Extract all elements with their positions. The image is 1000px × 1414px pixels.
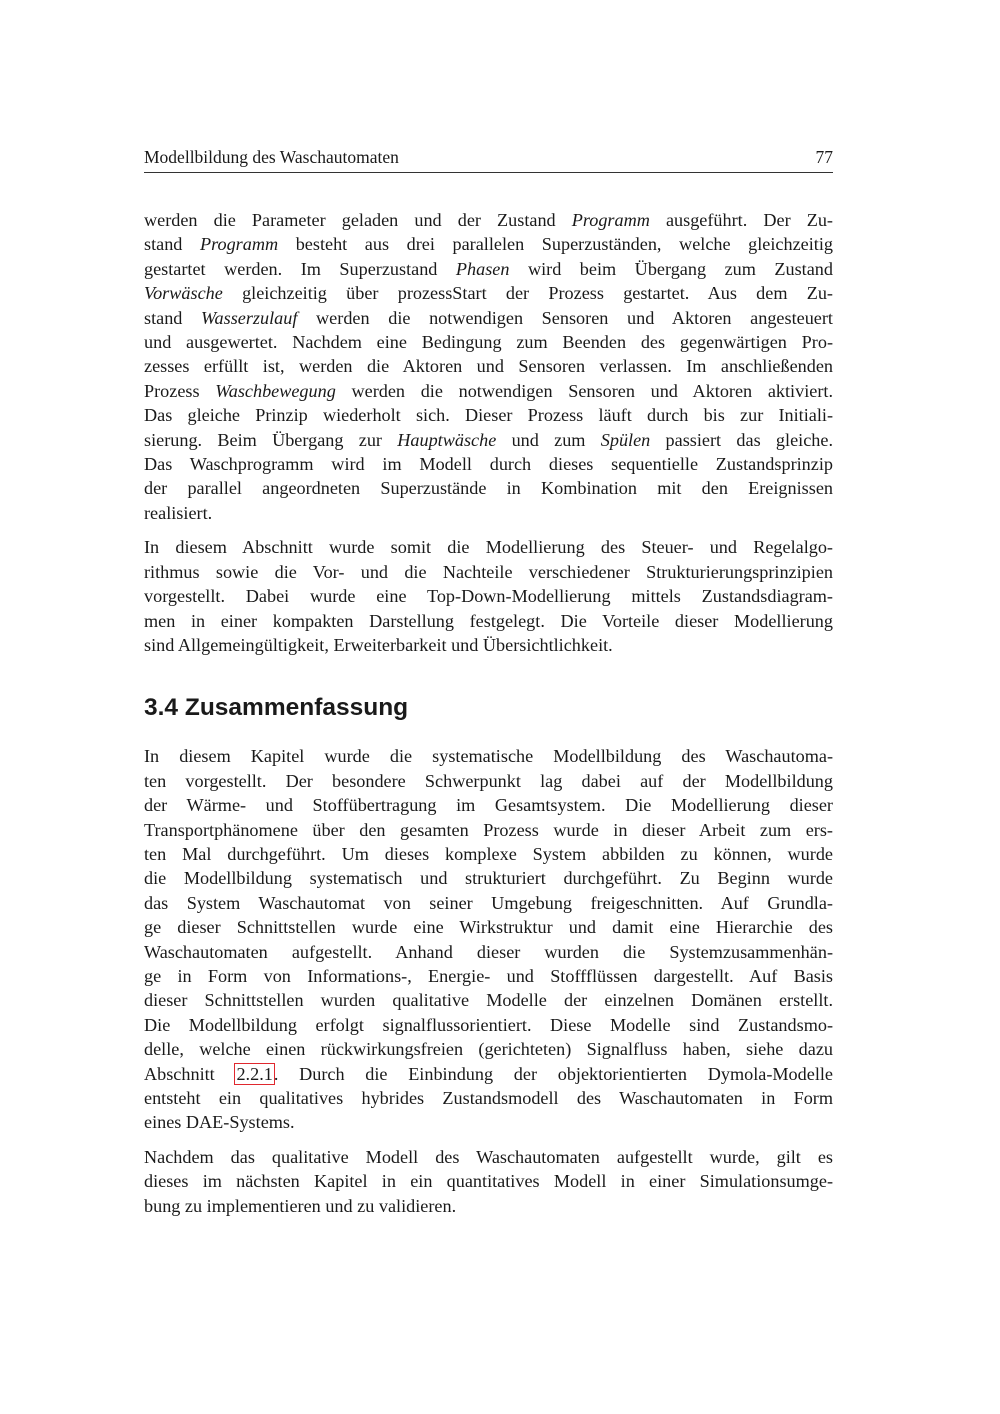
text-line: In diesem Kapitel wurde die systematische Modellbildung des Waschautoma- — [144, 746, 833, 767]
text-line: werden die Parameter geladen und der Zustand Programm ausgeführt. Der Zu- — [144, 210, 833, 230]
document-page — [144, 146, 833, 1218]
text-line: der parallel angeordneten Superzustände in Kombination mit den Ereignissen — [144, 478, 833, 499]
paragraph-2 — [144, 535, 833, 657]
chapter-title: Modellbildung des Waschautomaten — [144, 147, 399, 167]
text-line: men in einer kompakten Darstellung festgelegt. Die Vorteile dieser Modellierung — [144, 610, 833, 631]
text-line: realisiert. — [144, 502, 213, 523]
text-line: stand Wasserzulauf werden die notwendigen Sensoren und Aktoren angesteuert — [144, 307, 833, 328]
text-line: Das gleiche Prinzip wiederholt sich. Dieser Prozess läuft durch bis zur Initiali- — [144, 405, 833, 426]
text-line: ten Mal durchgeführt. Um dieses komplexe System abbilden zu können, wurde — [144, 843, 833, 864]
text-line: dieser Schnittstellen wurden qualitative Modelle der einzelnen Domänen erstellt. — [144, 990, 833, 1011]
paragraph-4 — [144, 1145, 833, 1218]
text-line: In diesem Abschnitt wurde somit die Modellierung des Steuer- und Regelalgo- — [144, 537, 833, 558]
text-line: Abschnitt 2.2.1. Durch die Einbindung der objektorientierten Dymola-Modelle — [144, 1063, 833, 1084]
text-line: stand Programm besteht aus drei parallelen Superzuständen, welche gleichzeitig — [144, 234, 833, 255]
running-header — [144, 146, 833, 173]
text-line: bung zu implementieren und zu validieren. — [144, 1195, 457, 1216]
text-line: vorgestellt. Dabei wurde eine Top-Down-Modellierung mittels Zustandsdiagram- — [144, 586, 833, 607]
text-line: Das Waschprogramm wird im Modell durch dieses sequentielle Zustandsprinzip — [144, 454, 833, 475]
body-text — [144, 208, 833, 1218]
text-line: sierung. Beim Übergang zur Hauptwäsche und zum Spülen passiert das gleiche. — [144, 429, 833, 450]
section-heading: 3.4 Zusammenfassung — [144, 694, 409, 722]
text-line: Nachdem das qualitative Modell des Waschautomaten aufgestellt wurde, gilt es — [144, 1146, 833, 1167]
text-line: Waschautomaten aufgestellt. Anhand dieser wurden die Systemzusammenhän- — [144, 941, 833, 962]
text-line: ge in Form von Informations-, Energie- und Stoffflüssen dargestellt. Auf Basis — [144, 965, 833, 986]
text-line: dieses im nächsten Kapitel in ein quantitatives Modell in einer Simulationsumge- — [144, 1171, 833, 1192]
text-line: delle, welche einen rückwirkungsfreien (gerichteten) Signalfluss haben, siehe dazu — [144, 1039, 833, 1060]
text-line: Prozess Waschbewegung werden die notwendigen Sensoren und Aktoren aktiviert. — [144, 380, 833, 401]
page-number: 77 — [815, 147, 833, 167]
text-line: zesses erfüllt ist, werden die Aktoren und Sensoren verlassen. Im anschließenden — [144, 356, 833, 377]
paragraph-1 — [144, 208, 833, 525]
paragraph-3 — [144, 744, 833, 1135]
text-line: gestartet werden. Im Superzustand Phasen wird beim Übergang zum Zustand — [144, 258, 833, 279]
text-line: Transportphänomene über den gesamten Prozess wurde in dieser Arbeit zum ers- — [144, 819, 833, 840]
text-line: eines DAE-Systems. — [144, 1112, 295, 1133]
text-line: der Wärme- und Stoffübertragung im Gesamtsystem. Die Modellierung dieser — [144, 795, 833, 816]
text-line: die Modellbildung systematisch und strukturiert durchgeführt. Zu Beginn wurde — [144, 868, 833, 889]
text-line: und ausgewertet. Nachdem eine Bedingung zum Beenden des gegenwärtigen Pro- — [144, 332, 833, 353]
text-line: das System Waschautomat von seiner Umgebung freigeschnitten. Auf Grundla- — [144, 892, 833, 913]
section-reference-link[interactable]: 2.2.1 — [236, 1063, 273, 1084]
text-line: Vorwäsche gleichzeitig über prozessStart der Prozess gestartet. Aus dem Zu- — [144, 283, 833, 304]
text-line: sind Allgemeingültigkeit, Erweiterbarkeit und Übersichtlichkeit. — [144, 634, 613, 655]
text-line: entsteht ein qualitatives hybrides Zustandsmodell des Waschautomaten in Form — [144, 1088, 833, 1108]
text-line: ten vorgestellt. Der besondere Schwerpunkt lag dabei auf der Modellbildung — [144, 770, 833, 791]
text-line: rithmus sowie die Vor- und die Nachteile verschiedener Strukturierungsprinzipien — [144, 561, 833, 582]
text-line: Die Modellbildung erfolgt signalflussorientiert. Diese Modelle sind Zustandsmo- — [144, 1014, 833, 1035]
text-line: ge dieser Schnittstellen wurde eine Wirkstruktur und damit eine Hierarchie des — [144, 917, 833, 938]
